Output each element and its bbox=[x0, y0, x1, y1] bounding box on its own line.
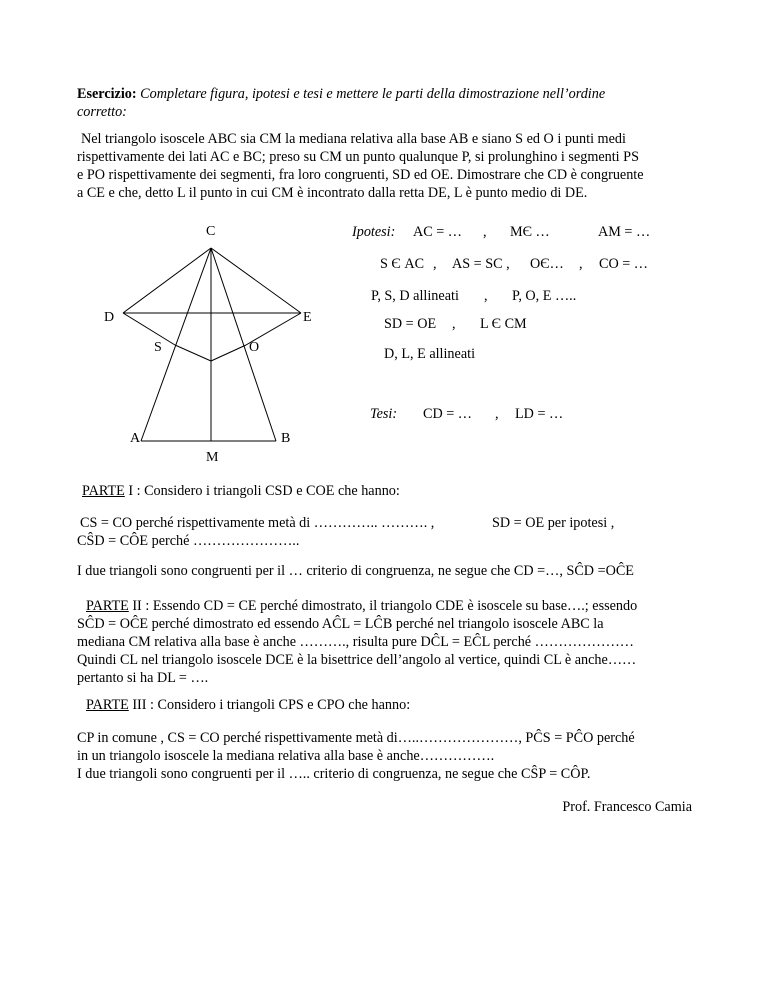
thesis-item: CD = … bbox=[423, 406, 472, 422]
hypothesis-item: CO = … bbox=[599, 256, 648, 272]
hypothesis-item: P, O, E ….. bbox=[512, 288, 577, 304]
vertex-label-c: C bbox=[206, 224, 216, 239]
hypothesis-item: MЄ … bbox=[510, 224, 550, 240]
point-label-s: S bbox=[154, 340, 162, 355]
segment-cd bbox=[123, 248, 211, 313]
part3-line: I due triangoli sono congruenti per il ….. criterio di congruenza, ne segue che CŜP = CÔP. bbox=[77, 766, 591, 782]
part2-line: PARTE II : Essendo CD = CE perché dimostrato, il triangolo CDE è isoscele su base….; essendo bbox=[86, 598, 638, 614]
exercise-heading: Esercizio: bbox=[77, 86, 137, 102]
statement-line: e PO rispettivamente dei segmenti, fra loro congruenti, SD ed OE. Dimostrare che CD è congruente bbox=[77, 167, 644, 183]
segment-sp bbox=[175, 345, 211, 361]
hypothesis-item: SD = OE bbox=[384, 316, 437, 332]
hypothesis-item: OЄ… bbox=[530, 256, 564, 272]
statement-line: rispettivamente dei lati AC e BC; preso su CM un punto qualunque P, si prolunghino i segmenti PS bbox=[77, 149, 639, 165]
part1-line-right: SD = OE per ipotesi , bbox=[492, 515, 615, 531]
hypothesis-item: P, S, D allineati bbox=[371, 288, 459, 304]
part1-line: CS = CO perché rispettivamente metà di ………….. ………. , bbox=[80, 515, 435, 531]
part3-line: in un triangolo isoscele la mediana relativa alla base è anche……………. bbox=[77, 748, 495, 764]
segment-ds bbox=[123, 313, 175, 345]
point-label-o: O bbox=[249, 340, 260, 355]
statement-line: a CE e che, detto L il punto in cui CM è incontrato dalla retta DE, L è punto medio di DE. bbox=[77, 185, 588, 201]
segment-ce bbox=[211, 248, 301, 313]
hypothesis-sep: , bbox=[433, 256, 437, 272]
thesis-label: Tesi: bbox=[370, 406, 398, 422]
hypothesis-item: L Є CM bbox=[480, 316, 527, 332]
segment-ca bbox=[141, 248, 211, 441]
instruction-line-1: Completare figura, ipotesi e tesi e mettere le parti della dimostrazione nell’ordine bbox=[140, 86, 606, 102]
instruction-line-2: corretto: bbox=[77, 104, 127, 120]
hypothesis-item: S Є AC bbox=[380, 256, 425, 272]
part1-conclusion: I due triangoli sono congruenti per il … criterio di congruenza, ne segue che CD =…, SĈD =OĈE bbox=[77, 563, 634, 579]
part3-title: PARTE III : Considero i triangoli CPS e CPO che hanno: bbox=[86, 697, 411, 713]
point-label-d: D bbox=[104, 310, 115, 325]
part1-title: PARTE I : Considero i triangoli CSD e COE che hanno: bbox=[82, 483, 400, 499]
part2-line: SĈD = OĈE perché dimostrato ed essendo AĈL = LĈB perché nel triangolo isoscele ABC la bbox=[77, 616, 604, 632]
hypothesis-label: Ipotesi: bbox=[352, 224, 396, 240]
vertex-label-a: A bbox=[130, 431, 141, 446]
vertex-label-b: B bbox=[281, 431, 291, 446]
hypothesis-item: AC = … bbox=[413, 224, 462, 240]
thesis-item: LD = … bbox=[515, 406, 564, 422]
point-label-m: M bbox=[206, 450, 219, 465]
hypothesis-sep: , bbox=[483, 224, 487, 240]
hypothesis-item: D, L, E allineati bbox=[384, 346, 476, 362]
author-signature: Prof. Francesco Camia bbox=[562, 799, 692, 815]
hypothesis-sep: , bbox=[452, 316, 456, 332]
segment-cb bbox=[211, 248, 276, 441]
part3-line: CP in comune , CS = CO perché rispettivamente metà di…..…………………, PĈS = PĈO perché bbox=[77, 730, 635, 746]
part2-paragraph bbox=[77, 597, 737, 687]
point-label-e: E bbox=[303, 310, 312, 325]
statement-line: Nel triangolo isoscele ABC sia CM la mediana relativa alla base AB e siano S ed O i punti medi bbox=[81, 131, 626, 147]
part2-line: mediana CM relativa alla base è anche ………., risulta pure DĈL = EĈL perché ………………… bbox=[77, 634, 634, 650]
thesis-sep: , bbox=[495, 406, 499, 422]
segment-op bbox=[211, 345, 246, 361]
hypothesis-sep: , bbox=[484, 288, 488, 304]
part1-line: CŜD = CÔE perché ………………….. bbox=[77, 533, 300, 549]
part3-paragraph bbox=[77, 729, 737, 783]
hypothesis-item: AM = … bbox=[598, 224, 651, 240]
part2-line: pertanto si ha DL = …. bbox=[77, 670, 209, 686]
hypothesis-sep: , bbox=[579, 256, 583, 272]
part2-line: Quindi CL nel triangolo isoscele DCE è la bisettrice dell’angolo al vertice, quindi CL è anche…… bbox=[77, 652, 637, 668]
hypothesis-item: AS = SC , bbox=[452, 256, 510, 272]
